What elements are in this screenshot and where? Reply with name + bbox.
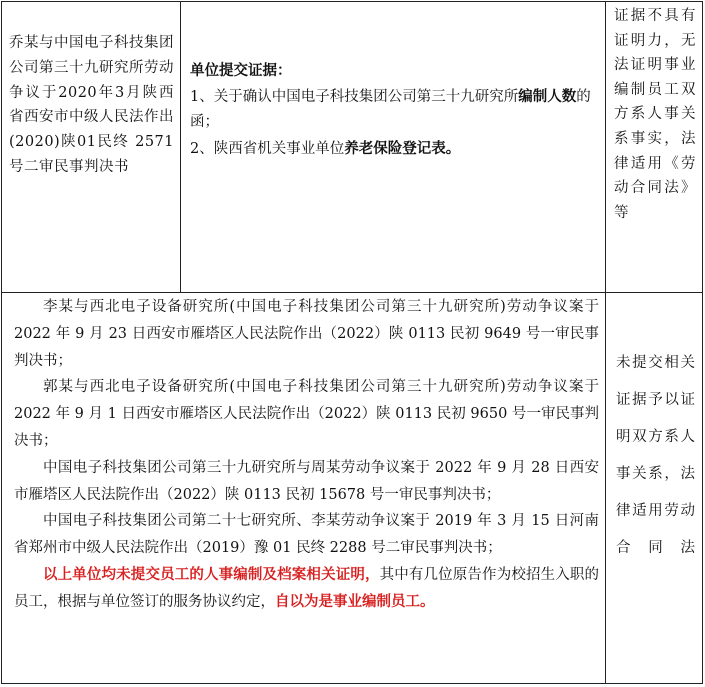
evidence-item-2 <box>190 136 601 163</box>
evidence-item-2-prefix: 2、陕西省机关事业单位 <box>190 140 345 157</box>
case-item-2: 郭某与西北电子设备研究所(中国电子科技集团公司第三十九研究所)劳动争议案于 2022 年 9 月 1 日西安市雁塔区人民法院作出（2022）陕 0113 民初 9650 号一审民事判决书； <box>14 379 599 449</box>
opinion-cell-2 <box>606 293 703 684</box>
case-item-1: 李某与西北电子设备研究所(中国电子科技集团公司第三十九研究所)劳动争议案于 2022 年 9 月 23 日西安市雁塔区人民法院作出（2022）陕 0113 民初 9649 号一审民事判决书； <box>14 299 599 369</box>
evidence-item-2-bold: 养老保险登记表。 <box>344 139 461 157</box>
case-source-cell <box>2 2 181 293</box>
evidence-item-1 <box>190 84 601 136</box>
case-list <box>2 293 605 616</box>
opinion-text: 证据不具有证明力，无法证明事业编制员工双方系人事关系事实，法律适用《劳动合同法》等 <box>614 8 696 221</box>
table-row <box>2 293 703 684</box>
case-item-3: 中国电子科技集团公司第三十九研究所与周某劳动争议案于 2022 年 9 月 28 日西安市雁塔区人民法院作出（2022）陕 0113 民初 15678 号一审民事判决书； <box>14 459 599 503</box>
evidence-block <box>181 2 605 162</box>
evidence-item-1-bold: 编制人数 <box>518 87 577 105</box>
summary-mid: 其中有几位原告作为校招生入职的员工，根据与单位签订的服务协议约定， <box>14 566 599 610</box>
table-row <box>2 2 703 293</box>
opinion-cell <box>606 2 703 293</box>
opinion-text-2: 未提交相关证据予以证明双方系人事关系，法律适用劳动合同法 <box>616 355 696 556</box>
case-table <box>1 1 703 684</box>
evidence-heading: 单位提交证据： <box>190 62 292 79</box>
evidence-cell <box>181 2 606 293</box>
case-list-cell <box>2 293 606 684</box>
case-summary <box>14 562 599 616</box>
evidence-item-1-suffix: 的函； <box>190 88 591 130</box>
case-source-text: 乔某与中国电子科技集团公司第三十九研究所劳动争议于2020年3月陕西省西安市中级人民法作出(2020)陕01民终 2571 号二审民事判决书 <box>9 35 174 175</box>
summary-red-2: 自以为是事业编制员工。 <box>275 592 435 610</box>
case-item-4: 中国电子科技集团公司第二十七研究所、李某劳动争议案于 2019 年 3 月 15 日河南省郑州市中级人民法院作出（2019）豫 01 民终 2288 号二审民事判决书； <box>14 513 599 557</box>
evidence-item-1-prefix: 1、关于确认中国电子科技集团公司第三十九研究所 <box>190 88 519 105</box>
summary-red-1: 以上单位均未提交员工的人事编制及档案相关证明， <box>43 565 380 583</box>
